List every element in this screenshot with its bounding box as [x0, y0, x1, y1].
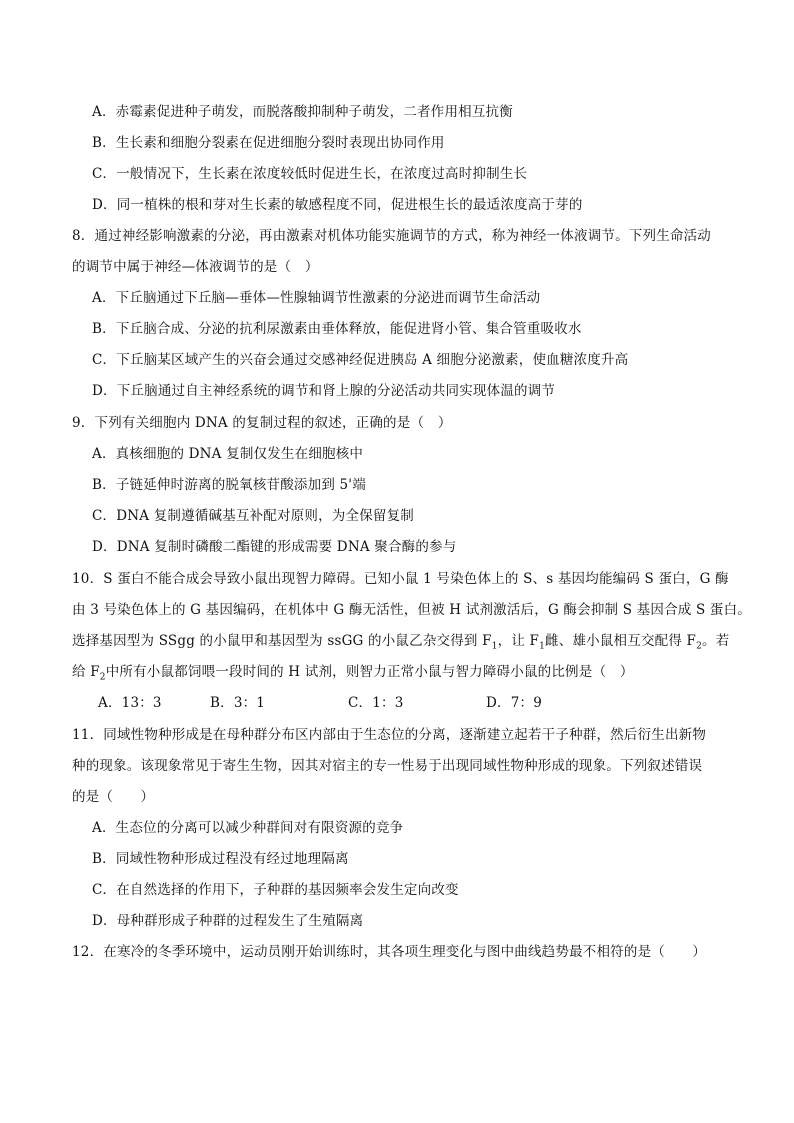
q8-option-b: B．下丘脑合成、分泌的抗利尿激素由垂体释放，能促进肾小管、集合管重吸收水	[92, 321, 582, 337]
q9-option-a: A．真核细胞的 DNA 复制仅发生在细胞核中	[92, 446, 364, 462]
q10-stem-line-2: 由 3 号染色体上的 G 基因编码，在机体中 G 酶无活性，但被 H 试剂激活后，G 酶会抑制 S 基因合成 S 蛋白。	[72, 602, 751, 618]
q11-option-d: D．母种群形成子种群的过程发生了生殖隔离	[92, 913, 364, 929]
q9-stem: 9．下列有关细胞内 DNA 的复制过程的叙述，正确的是（ ）	[72, 415, 452, 431]
q7-option-a: A．赤霉素促进种子萌发，而脱落酸抑制种子萌发，二者作用相互抗衡	[92, 104, 513, 120]
q12-stem: 12．在寒冷的冬季环境中，运动员刚开始训练时，其各项生理变化与图中曲线趋势最不相符的是（ ）	[72, 944, 707, 960]
q11-option-b: B．同域性物种形成过程没有经过地理隔离	[92, 851, 349, 867]
q10-stem-line-1: 10．S 蛋白不能合成会导致小鼠出现智力障碍。已知小鼠 1 号染色体上的 S、s 基因均能编码 S 蛋白，G 酶	[72, 571, 729, 587]
q10-option-c: C．1：3	[348, 695, 404, 711]
q8-stem-line-1: 8．通过神经影响激素的分泌，再由激素对机体功能实施调节的方式，称为神经一体液调节。下列生命活动	[72, 228, 711, 244]
q10-stem-line-3: 选择基因型为 SSgg 的小鼠甲和基因型为 ssGG 的小鼠乙杂交得到 $F_1$，让 $F_1$雌、雄小鼠相互交配得 $F_2$。若	[72, 633, 730, 652]
q9-option-b: B．子链延伸时游离的脱氧核苷酸添加到 5'端	[92, 477, 366, 493]
q7-option-b: B．生长素和细胞分裂素在促进细胞分裂时表现出协同作用	[92, 135, 445, 151]
q9-option-d: D．DNA 复制时磷酸二酯键的形成需要 DNA 聚合酶的参与	[92, 539, 457, 555]
q8-option-a: A．下丘脑通过下丘脑—垂体—性腺轴调节性激素的分泌进而调节生命活动	[92, 290, 541, 306]
q10-option-d: D．7：9	[486, 695, 543, 711]
q11-option-c: C．在自然选择的作用下，子种群的基因频率会发生定向改变	[92, 882, 459, 898]
q8-option-d: D．下丘脑通过自主神经系统的调节和肾上腺的分泌活动共同实现体温的调节	[92, 383, 556, 399]
q7-option-d: D．同一植株的根和芽对生长素的敏感程度不同，促进根生长的最适浓度高于芽的	[92, 197, 583, 213]
q11-stem-line-2: 种的现象。该现象常见于寄生生物，因其对宿主的专一性易于出现同域性物种形成的现象。下列叙述错误	[72, 758, 703, 774]
q11-stem-line-3: 的是（ ）	[72, 789, 155, 805]
q7-option-c: C．一般情况下，生长素在浓度较低时促进生长，在浓度过高时抑制生长	[92, 166, 528, 182]
q8-option-c: C．下丘脑某区域产生的兴奋会通过交感神经促进胰岛 A 细胞分泌激素，使血糖浓度升高	[92, 352, 629, 368]
q9-option-c: C．DNA 复制遵循碱基互补配对原则，为全保留复制	[92, 508, 415, 524]
q11-stem-line-1: 11．同域性物种形成是在母种群分布区内部由于生态位的分离，逐渐建立起若干子种群，然后衍生出新物	[72, 727, 707, 743]
q10-option-a: A．13：3	[98, 695, 162, 711]
q10-options-row	[98, 693, 542, 713]
q11-option-a: A．生态位的分离可以减少种群间对有限资源的竞争	[92, 820, 404, 836]
q10-option-b: B．3：1	[210, 695, 266, 711]
q8-stem-line-2: 的调节中属于神经—体液调节的是（ ）	[72, 259, 319, 275]
q10-stem-line-4: 给 $F_2$中所有小鼠都饲喂一段时间的 H 试剂，则智力正常小鼠与智力障碍小鼠的比例是（ ）	[72, 664, 634, 683]
